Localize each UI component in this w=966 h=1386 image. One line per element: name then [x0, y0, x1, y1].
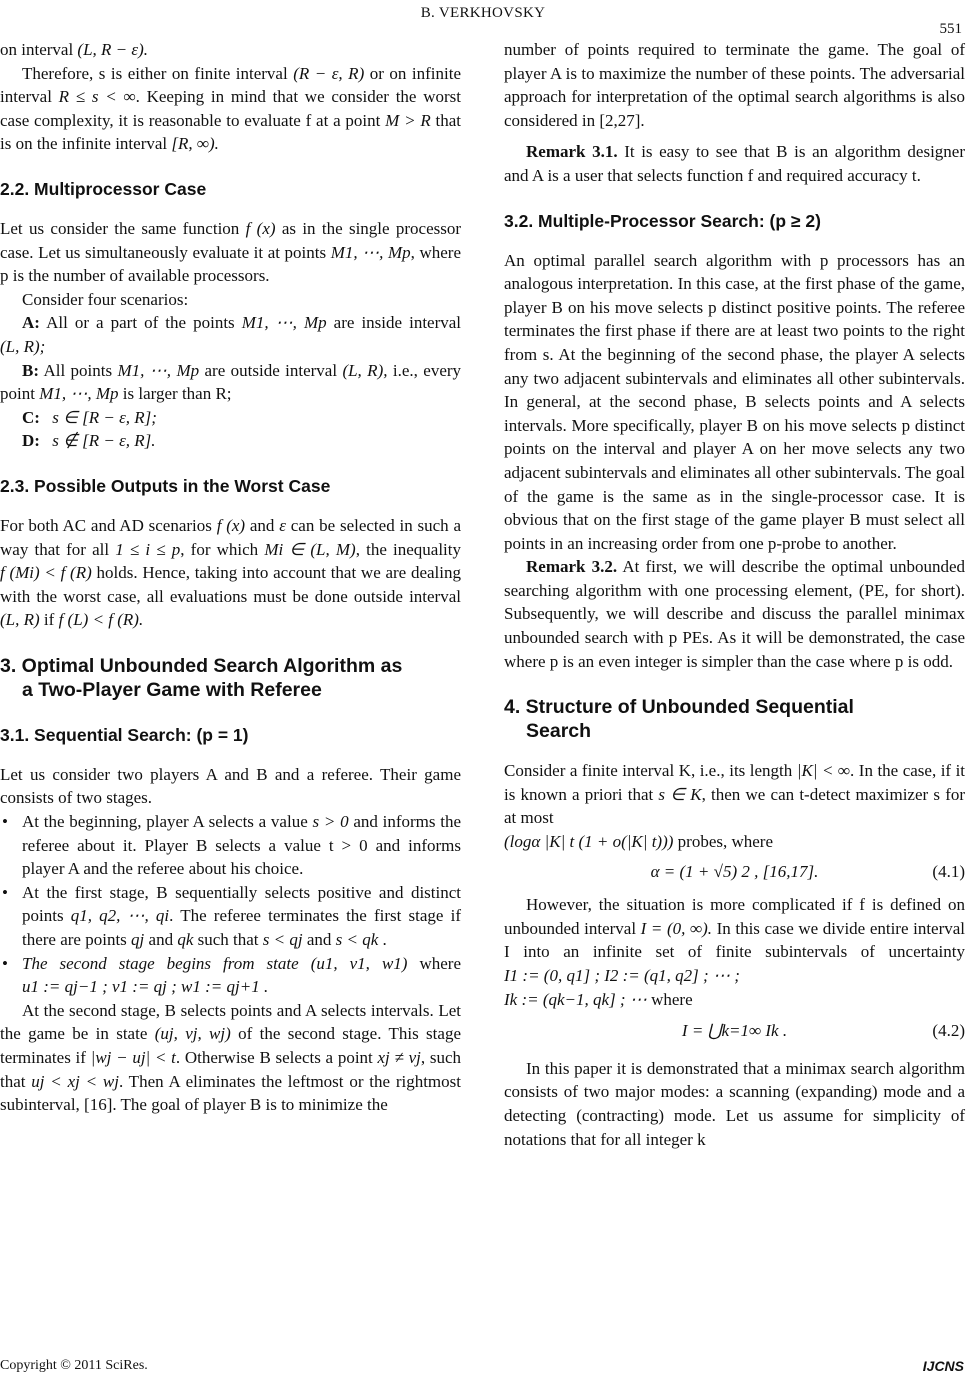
paragraph: on interval (L, R − ε). — [0, 40, 149, 59]
section-heading: 4. Structure of Unbounded Sequential Search — [504, 696, 854, 743]
paragraph: Let us consider the same function f (x) as in the single processor case. Let us simultaneously evaluate it at points M1, ⋯, Mp, where p is the number of available processors. — [0, 218, 462, 286]
remark-3-2: Remark 3.2. At first, we will describe the optimal unbounded searching algorithm with one processing element, (PE, for short). Subsequently, we will describe and discuss the parallel minimax unbounded search with p PEs. As it will be demonstrated, the case where p is an even integer is simpler than the case where p is odd. — [504, 557, 966, 671]
equation-number: (4.1) — [932, 861, 965, 881]
paragraph: In this paper it is demonstrated that a minimax search algorithm consists of two major modes: a scanning (expanding) mode and a detecting (contracting) mode. Let us assume for simplicity of notations that for all integer k — [504, 1058, 965, 1149]
equation-4-1: α = (1 + √5) 2 , [16,17]. (4.1) — [504, 860, 965, 884]
subsection-heading: 3.1. Sequential Search: (p = 1) — [0, 724, 249, 745]
paragraph: At the second stage, B selects points and A selects intervals. Let the game be in state (uj, vj, wj) of the second stage. This stage terminates if |wj − uj| < t. Otherwise B selects a point xj ≠ vj, such that uj < xj < wj. Then A eliminates the leftmost or the rightmost subinterval, [16]. The goal of player B is to minimize the — [0, 1000, 461, 1115]
section-heading: 3. Optimal Unbounded Search Algorithm as a Two-Player Game with Referee — [0, 654, 403, 701]
left-column — [0, 38, 461, 1117]
paragraph: Consider four scenarios: — [22, 289, 189, 309]
list-item: • At the beginning, player A selects a value s > 0 and informs the referee about it. Player B selects a value t > 0 and informs player A and the referee about his choice. — [2, 812, 462, 879]
bullet-icon: • — [2, 882, 8, 902]
list-item: • The second stage begins from state (u1, v1, w1) where u1 := qj−1 ; v1 := qj ; w1 := qj+1 . — [2, 953, 462, 997]
bullet-icon: • — [2, 953, 8, 973]
equation-4-2: I = ⋃k=1∞ Ik . (4.2) — [504, 1019, 965, 1043]
paragraph: For both AC and AD scenarios f (x) and ε can be selected in such a way that for all 1 ≤ i ≤ p, for which Mi ∈ (L, M), the inequality f (Mi) < f (R) holds. Hence, taking into account that we are dealing with the worst case, all evaluations must be done outside interval (L, R) if f (L) < f (R). — [0, 515, 462, 630]
scenario-c: C: s ∈ [R − ε, R]; — [22, 407, 157, 427]
paragraph: An optimal parallel search algorithm with p processors has an analogous interpretation. In this case, at the first phase of the game, player B on his move selects p distinct positive points. The referee terminates the first phase if there are at least two points to the right from s. At the beginning of the second phase, the player A selects any two adjacent subintervals and eliminates all other subintervals. In general, at the second phase, B selects points and A selects intervals. More specifically, player B on his move selects p distinct points on the interval and player A on her move selects any two adjacent subintervals and eliminates all other subintervals. The goal of the game is the same as in the single-processor case. It is obvious that on the first stage of the game player B must select all points in an increasing order from one p-probe to another. — [504, 250, 965, 553]
copyright: Copyright © 2011 SciRes. — [0, 1358, 148, 1373]
bullet-icon: • — [2, 812, 8, 832]
subsection-heading: 3.2. Multiple-Processor Search: (p ≥ 2) — [504, 210, 821, 231]
scenario-a: A: All or a part of the points M1, ⋯, Mp are inside interval (L, R); — [0, 313, 462, 356]
paragraph: However, the situation is more complicated if f is defined on unbounded interval I = (0, ∞). In this case we divide entire interval I into an infinite set of finite subintervals of uncertainty I1 := (0, q1] ; I2 := (q1, q2] ; ⋯ ; Ik := (qk−1, qk] ; ⋯ where — [504, 895, 966, 1009]
scenario-d: D: s ∉ [R − ε, R]. — [22, 431, 156, 451]
paragraph: Therefore, s is either on finite interval (R − ε, R) or on infinite interval R ≤ s < ∞. Keeping in mind that we consider the worst case complexity, it is reasonable to evaluate f at a point M > R that is on the infinite interval [R, ∞). — [0, 63, 462, 154]
bullet-list — [0, 810, 461, 999]
page-number: 551 — [939, 21, 962, 37]
paragraph: Let us consider two players A and B and a referee. Their game consists of two stages. — [0, 764, 461, 808]
paragraph: number of points required to terminate the game. The goal of player A is to maximize the number of these points. The adversarial approach for interpretation of the optimal search algorithms is also considered in [2,27]. — [504, 40, 965, 130]
page-header — [0, 5, 966, 37]
paragraph: Consider a finite interval K, i.e., its length |K| < ∞. In the case, if it is known a priori that s ∈ K, then we can t-detect maximizer s for at most (logα |K| t (1 + o(|K| t))) probes, where — [504, 761, 966, 852]
section-heading: 2.2. Multiprocessor Case — [0, 178, 207, 199]
remark-3-1: Remark 3.1. It is easy to see that B is an algorithm designer and A is a user that selects function f and required accuracy t. — [504, 142, 966, 185]
right-column — [504, 38, 965, 1151]
scenario-b: B: All points M1, ⋯, Mp are outside interval (L, R), i.e., every point M1, ⋯, Mp is larger than R; — [0, 360, 462, 404]
section-heading: 2.3. Possible Outputs in the Worst Case — [0, 475, 331, 496]
equation-number: (4.2) — [932, 1021, 965, 1041]
running-head-author: B. VERKHOVSKY — [420, 5, 546, 21]
journal-name: IJCNS — [922, 1358, 964, 1374]
list-item: • At the first stage, B sequentially selects positive and distinct points q1, q2, ⋯, qi. The referee terminates the first stage if there are points qj and qk such that s < qj and s < qk . — [2, 882, 461, 950]
